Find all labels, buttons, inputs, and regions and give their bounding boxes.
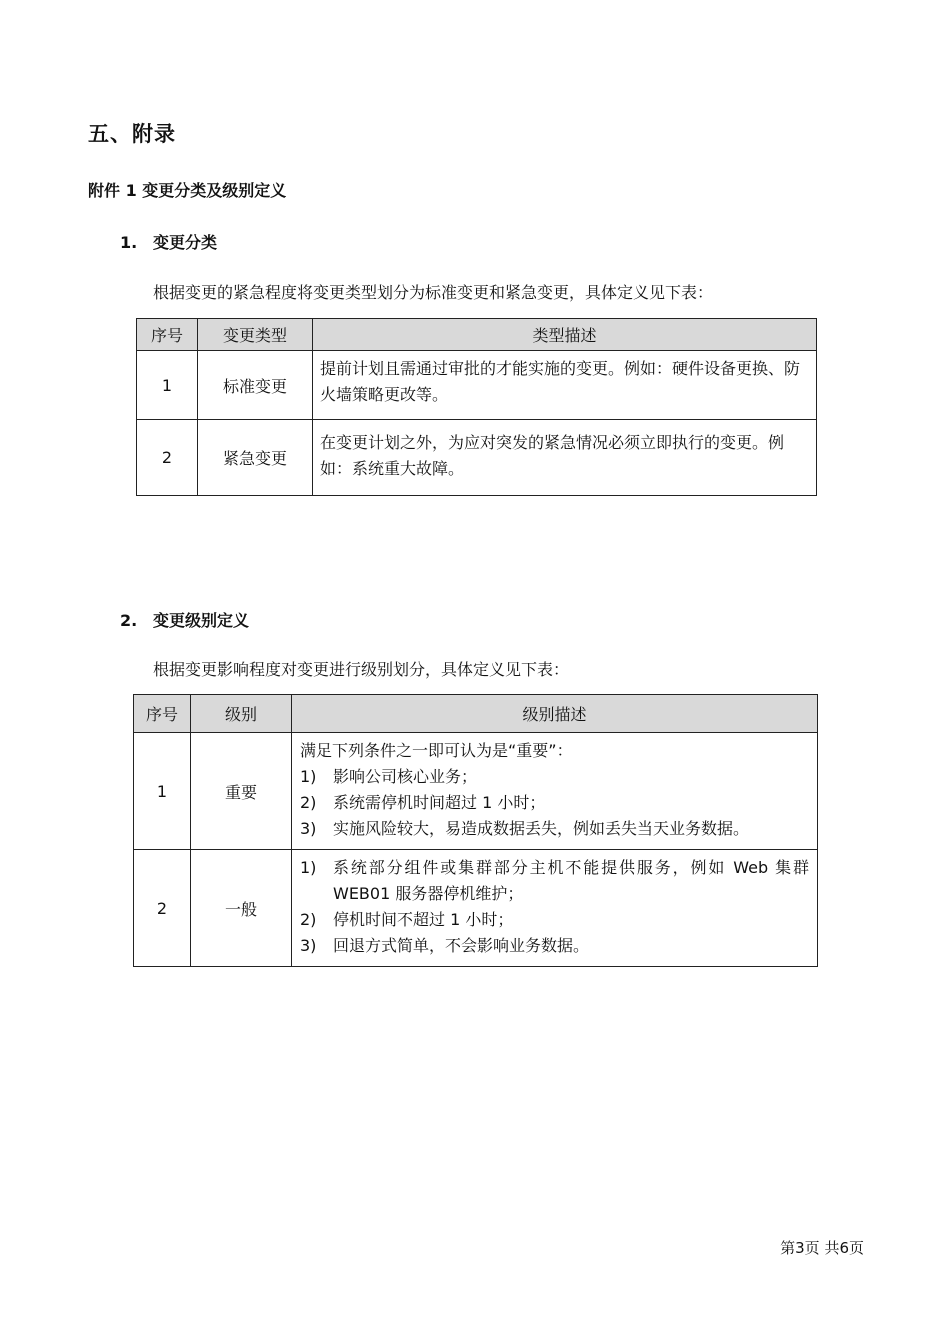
list-number: 3) [300, 819, 317, 838]
list-number: 2) [300, 793, 317, 812]
page-footer: 第3页 共6页 [780, 1239, 864, 1257]
list-item [300, 764, 809, 790]
part1-heading [120, 230, 217, 253]
table-row [134, 733, 818, 850]
part2-number: 2. [120, 611, 138, 630]
table-header-row [134, 695, 818, 733]
header-cell: 类型描述 [313, 319, 817, 351]
row-number: 1 [134, 733, 191, 850]
change-level-table [133, 694, 818, 967]
header-cell: 级别 [191, 695, 292, 733]
change-level: 重要 [191, 733, 292, 850]
header-cell: 序号 [134, 695, 191, 733]
part2-intro: 根据变更影响程度对变更进行级别划分，具体定义见下表： [153, 660, 570, 679]
header-cell: 级别描述 [292, 695, 818, 733]
table-row [137, 351, 817, 420]
change-type: 标准变更 [198, 351, 313, 420]
change-level: 一般 [191, 850, 292, 967]
list-item [300, 816, 809, 842]
list-number: 1) [300, 767, 317, 786]
part1-intro: 根据变更的紧急程度将变更类型划分为标准变更和紧急变更，具体定义见下表： [153, 283, 714, 302]
table-row [137, 420, 817, 496]
row-number: 2 [134, 850, 191, 967]
list-item [300, 907, 809, 933]
part2-heading [120, 608, 249, 631]
header-cell: 序号 [137, 319, 198, 351]
section-title: 五、附录 [88, 122, 176, 146]
type-description: 提前计划且需通过审批的才能实施的变更。例如：硬件设备更换、防火墙策略更改等。 [313, 351, 817, 420]
part1-number: 1. [120, 233, 138, 252]
list-item [300, 933, 809, 959]
list-item [300, 855, 809, 907]
list-number: 2) [300, 910, 317, 929]
change-type-table [136, 318, 817, 496]
level-description [292, 733, 818, 850]
appendix-title: 附件 1 变更分类及级别定义 [88, 181, 287, 200]
list-text: 影响公司核心业务； [333, 767, 478, 786]
list-text: 回退方式简单，不会影响业务数据。 [333, 936, 590, 955]
row-number: 2 [137, 420, 198, 496]
level-description [292, 850, 818, 967]
table-header-row [137, 319, 817, 351]
list-number: 1) [300, 858, 317, 877]
row-number: 1 [137, 351, 198, 420]
list-text: 系统部分组件或集群部分主机不能提供服务，例如 Web 集群 WEB01 服务器停机维护； [333, 858, 809, 903]
table-row [134, 850, 818, 967]
part1-heading-text: 变更分类 [153, 233, 218, 252]
change-type: 紧急变更 [198, 420, 313, 496]
type-description: 在变更计划之外，为应对突发的紧急情况必须立即执行的变更。例如：系统重大故障。 [313, 420, 817, 496]
part2-heading-text: 变更级别定义 [153, 611, 250, 630]
header-cell: 变更类型 [198, 319, 313, 351]
list-item [300, 790, 809, 816]
level-lead: 满足下列条件之一即可认为是“重要”： [300, 741, 573, 760]
list-text: 停机时间不超过 1 小时； [333, 910, 514, 929]
list-text: 系统需停机时间超过 1 小时； [333, 793, 546, 812]
list-number: 3) [300, 936, 317, 955]
list-text: 实施风险较大，易造成数据丢失，例如丢失当天业务数据。 [333, 819, 750, 838]
